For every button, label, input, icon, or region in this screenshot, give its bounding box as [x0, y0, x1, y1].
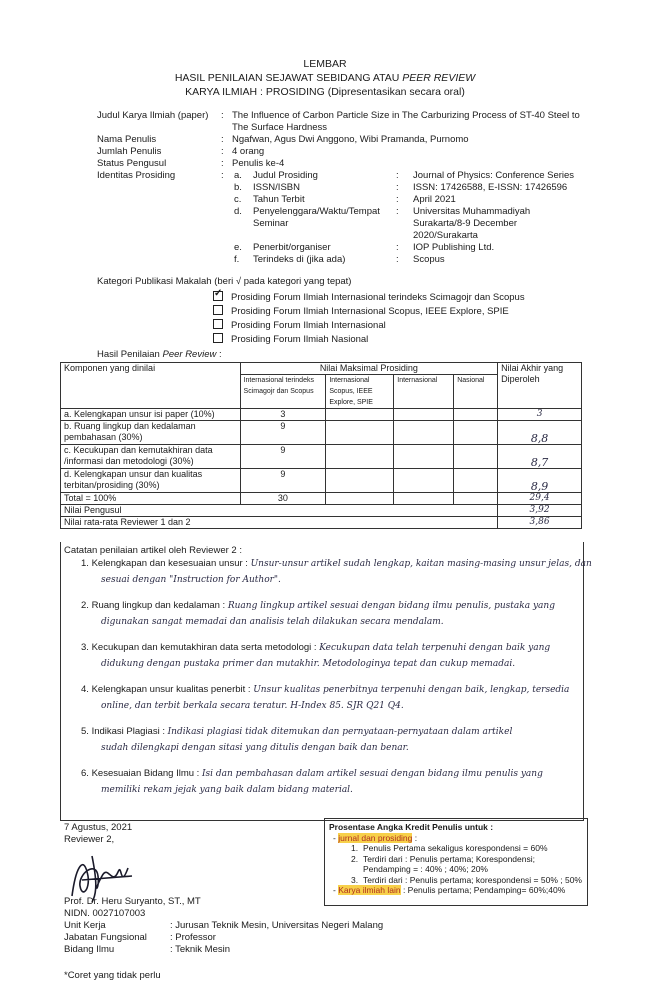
nama-label: Nama Penulis	[97, 134, 157, 145]
item-line1: Kecukupan data telah terpenuhi dengan baik yang	[319, 643, 551, 653]
table-row	[61, 445, 582, 469]
row-score: 8,8	[498, 421, 582, 445]
credit-heading: Prosentase Angka Kredit Penulis untuk :	[329, 822, 494, 832]
table-row	[61, 505, 582, 517]
header-line3: KARYA ILMIAH : PROSIDING (Dipresentasikan secara oral)	[185, 86, 465, 98]
credit-box	[324, 818, 588, 906]
credit-lain: - Karya ilmiah lain : Penulis pertama; Pendamping= 60%;40%	[333, 885, 566, 895]
hasil-label-em: Peer Review	[162, 349, 217, 360]
item-label: Kecukupan dan kemutakhiran data serta metodologi :	[91, 642, 317, 653]
kategori-option-1-label: Prosiding Forum Ilmiah Internasional terindeks Scimagojr dan Scopus	[231, 292, 525, 303]
hasil-label	[97, 349, 222, 361]
subcol-2: Internasional Scopus, IEEE Explore, SPIE	[326, 375, 394, 409]
item-label: Kesesuaian Bidang Ilmu :	[91, 768, 200, 779]
credit-jurnal: - jurnal dan prosiding :	[333, 832, 418, 843]
header-line2-text: HASIL PENILAIAN SEJAWAT SEBIDANG ATAU	[174, 72, 403, 84]
credit-num: 2.	[351, 853, 359, 864]
checkbox-icon[interactable]	[213, 319, 223, 329]
credit-num: 1.	[351, 843, 359, 853]
kategori-intro: Kategori Publikasi Makalah (beri √ pada kategori yang tepat)	[97, 276, 352, 287]
col-akhir: Nilai Akhir yang Diperoleh	[498, 363, 582, 409]
catatan-item-2-line2: digunakan sangat memadai dan analisis telah dilakukan secara mendalam.	[101, 617, 444, 627]
row-label: b. Ruang lingkup dan kedalaman pembahasan (30%)	[61, 421, 241, 445]
row-label: c. Kecukupan dan kemutakhiran data /informasi dan metodologi (30%)	[61, 445, 241, 469]
credit-item-2	[351, 854, 583, 875]
unit-value: : Jurusan Teknik Mesin, Universitas Negeri Malang	[170, 920, 384, 931]
pros-b-letter: b.	[234, 182, 242, 193]
jumlah-value: 4 orang	[232, 146, 265, 157]
table-row	[61, 421, 582, 445]
status-colon: :	[221, 158, 224, 169]
reviewer-role: Reviewer 2,	[64, 834, 115, 845]
rata-label: Nilai rata-rata Reviewer 1 dan 2	[61, 517, 498, 529]
jabatan-label: Jabatan Fungsional	[64, 932, 147, 943]
pros-c-label: Tahun Terbit	[253, 194, 305, 205]
catatan-item-5	[81, 726, 512, 738]
empty-cell	[326, 469, 394, 493]
row-max: 3	[240, 409, 326, 421]
item-line1: Unsur kualitas penerbitnya terpenuhi dengan baik, lengkap, tersedia	[253, 685, 570, 695]
empty-cell	[454, 409, 498, 421]
catatan-item-6	[81, 768, 543, 780]
pros-e-label: Penerbit/organiser	[253, 242, 331, 253]
item-num: 5.	[81, 726, 89, 737]
item-line1: Isi dan pembahasan dalam artikel sesuai dengan bidang ilmu penulis yang	[201, 769, 543, 779]
subcol-1: Internasional terindeks Scimagojr dan Scopus	[240, 375, 326, 409]
identitas-label: Identitas Prosiding	[97, 170, 176, 181]
catatan-item-2	[81, 600, 555, 612]
item-num: 1.	[81, 558, 89, 569]
col-nilai-max: Nilai Maksimal Prosiding	[240, 363, 498, 375]
pros-b-value: ISSN: 17426588, E-ISSN: 17426596	[413, 182, 568, 193]
catatan-item-4	[81, 684, 569, 696]
pros-c-value: April 2021	[413, 194, 456, 205]
hasil-label-end: :	[216, 349, 222, 360]
empty-cell	[326, 445, 394, 469]
kategori-option-4[interactable]	[213, 333, 368, 346]
pros-b-label: ISSN/ISBN	[253, 182, 300, 193]
empty-cell	[454, 493, 498, 505]
pros-d-letter: d.	[234, 206, 242, 217]
catatan-item-4-line2: online, dan terbit berkala secara teratur. H-Index 85. SJR Q21 Q4.	[101, 701, 404, 711]
table-row	[61, 517, 582, 529]
pros-d-value: Universitas Muhammadiyah Surakarta/8-9 December 2020/Surakarta	[413, 206, 531, 241]
catatan-item-1	[81, 558, 592, 570]
pros-a-label: Judul Prosiding	[253, 170, 318, 181]
credit-text: Penulis Pertama sekaligus korespondensi = 60%	[363, 843, 548, 853]
empty-cell	[394, 409, 454, 421]
header-line2-em: PEER REVIEW	[402, 72, 476, 84]
kategori-option-1[interactable]	[213, 291, 525, 304]
total-score: 29,4	[498, 493, 582, 505]
jumlah-colon: :	[221, 146, 224, 157]
bidang-value: : Teknik Mesin	[170, 944, 231, 955]
row-max: 9	[240, 421, 326, 445]
row-score: 3	[498, 409, 582, 421]
pros-b-colon: :	[396, 182, 399, 193]
reviewer-nidn: NIDN. 0027107003	[64, 908, 146, 919]
pros-f-value: Scopus	[413, 254, 445, 265]
item-label: Kelengkapan dan kesesuaian unsur :	[91, 558, 248, 569]
kategori-option-2[interactable]	[213, 305, 509, 318]
catatan-item-3-line2: didukung dengan pustaka primer dan mutakhir. Metodologinya tepat dan cukup memadai.	[101, 659, 516, 669]
catatan-heading: Catatan penilaian artikel oleh Reviewer 2 :	[64, 545, 242, 556]
bidang-label: Bidang Ilmu	[64, 944, 115, 955]
row-max: 9	[240, 445, 326, 469]
item-num: 4.	[81, 684, 89, 695]
table-row	[61, 409, 582, 421]
rata-score: 3,86	[498, 517, 582, 529]
empty-cell	[326, 421, 394, 445]
empty-cell	[394, 421, 454, 445]
empty-cell	[326, 409, 394, 421]
credit-jurnal-highlight: jurnal dan prosiding	[338, 832, 413, 843]
table-row	[61, 493, 582, 505]
total-label: Total = 100%	[61, 493, 241, 505]
pros-a-value: Journal of Physics: Conference Series	[413, 170, 575, 181]
reviewer-name: Prof. Dr. Heru Suryanto, ST., MT	[64, 896, 201, 907]
item-num: 2.	[81, 600, 89, 611]
item-line1: Unsur-unsur artikel sudah lengkap, kaitan masing-masing unsur jelas, dan	[250, 559, 592, 569]
kategori-option-2-label: Prosiding Forum Ilmiah Internasional Scopus, IEEE Explore, SPIE	[231, 306, 509, 317]
review-date: 7 Agustus, 2021	[64, 822, 133, 833]
col-komponen: Komponen yang dinilai	[61, 363, 241, 409]
credit-jurnal-tail: :	[412, 832, 418, 843]
table-row	[61, 469, 582, 493]
empty-cell	[394, 493, 454, 505]
pros-a-letter: a.	[234, 170, 242, 181]
pros-e-colon: :	[396, 242, 399, 253]
hasil-label-text: Hasil Penilaian	[97, 349, 163, 360]
item-line1: Ruang lingkup artikel sesuai dengan bidang ilmu penulis, pustaka yang	[227, 601, 555, 611]
footnote: *Coret yang tidak perlu	[64, 970, 161, 981]
row-score: 8,9	[498, 469, 582, 493]
credit-item-3	[351, 875, 583, 886]
identitas-colon: :	[221, 170, 224, 181]
catatan-section	[60, 542, 592, 821]
judul-colon: :	[221, 110, 224, 121]
credit-item-1	[351, 843, 583, 854]
item-label: Ruang lingkup dan kedalaman :	[91, 600, 226, 611]
row-score: 8,7	[498, 445, 582, 469]
pros-c-letter: c.	[234, 194, 242, 205]
pros-f-colon: :	[396, 254, 399, 265]
pengusul-label: Nilai Pengusul	[61, 505, 498, 517]
subcol-4: Nasional	[454, 375, 498, 409]
row-label: a. Kelengkapan unsur isi paper (10%)	[61, 409, 241, 421]
pros-f-label: Terindeks di (jika ada)	[253, 254, 346, 265]
kategori-option-4-label: Prosiding Forum Ilmiah Nasional	[231, 334, 369, 345]
pros-e-letter: e.	[234, 242, 242, 253]
checkbox-checked-icon[interactable]	[213, 291, 223, 301]
checkbox-icon[interactable]	[213, 305, 223, 315]
catatan-item-1-line2: sesuai dengan "Instruction for Author".	[101, 575, 281, 585]
jumlah-label: Jumlah Penulis	[97, 146, 162, 157]
pros-e-value: IOP Publishing Ltd.	[413, 242, 495, 253]
empty-cell	[454, 421, 498, 445]
item-label: Indikasi Plagiasi :	[91, 726, 165, 737]
nama-colon: :	[221, 134, 224, 145]
kategori-option-3-label: Prosiding Forum Ilmiah Internasional	[231, 320, 386, 331]
empty-cell	[394, 445, 454, 469]
pros-c-colon: :	[396, 194, 399, 205]
item-num: 3.	[81, 642, 89, 653]
credit-num: 3.	[351, 874, 359, 885]
catatan-item-5-line2: sudah dilengkapi dengan sitasi yang ditulis dengan baik dan benar.	[101, 743, 409, 753]
judul-label: Judul Karya Ilmiah (paper)	[97, 110, 209, 121]
pros-f-letter: f.	[234, 254, 240, 265]
item-label: Kelengkapan unsur kualitas penerbit :	[91, 684, 251, 695]
status-value: Penulis ke-4	[232, 158, 285, 169]
credit-lain-tail: : Penulis pertama; Pendamping= 60%;40%	[400, 885, 566, 895]
catatan-item-6-line2: memiliki rekam jejak yang baik dalam bidang material.	[101, 785, 353, 795]
item-line1: Indikasi plagiasi tidak ditemukan dan pernyataan-pernyataan dalam artikel	[167, 727, 513, 737]
score-table	[60, 362, 582, 529]
status-label: Status Pengusul	[97, 158, 167, 169]
unit-label: Unit Kerja	[64, 920, 106, 931]
judul-value: The Influence of Carbon Particle Size in The Carburizing Process of ST-40 Steel to The Surface Hardness	[232, 110, 580, 133]
pengusul-score: 3,92	[498, 505, 582, 517]
kategori-option-3[interactable]	[213, 319, 386, 332]
jabatan-value: : Professor	[170, 932, 216, 943]
catatan-item-3	[81, 642, 550, 654]
pros-d-colon: :	[396, 206, 399, 217]
credit-text: Terdiri dari : Penulis pertama; Korespondensi; Pendamping = : 40% ; 40%; 20%	[363, 853, 535, 874]
item-num: 6.	[81, 768, 89, 779]
pros-a-colon: :	[396, 170, 399, 181]
credit-lain-highlight: Karya ilmiah lain	[338, 885, 401, 895]
header-line2	[0, 72, 650, 85]
pros-d-label: Penyelenggara/Waktu/Tempat Seminar	[253, 206, 380, 229]
empty-cell	[394, 469, 454, 493]
empty-cell	[454, 469, 498, 493]
checkbox-icon[interactable]	[213, 333, 223, 343]
header-line1: LEMBAR	[303, 58, 347, 70]
row-label: d. Kelengkapan unsur dan kualitas terbitan/prosiding (30%)	[61, 469, 241, 493]
total-max: 30	[240, 493, 326, 505]
row-max: 9	[240, 469, 326, 493]
nama-value: Ngafwan, Agus Dwi Anggono, Wibi Pramanda, Purnomo	[232, 134, 469, 145]
empty-cell	[326, 493, 394, 505]
credit-text: Terdiri dari : Penulis pertama; korespondensi = 50% ; 50%	[363, 874, 582, 885]
subcol-3: Internasional	[394, 375, 454, 409]
empty-cell	[454, 445, 498, 469]
